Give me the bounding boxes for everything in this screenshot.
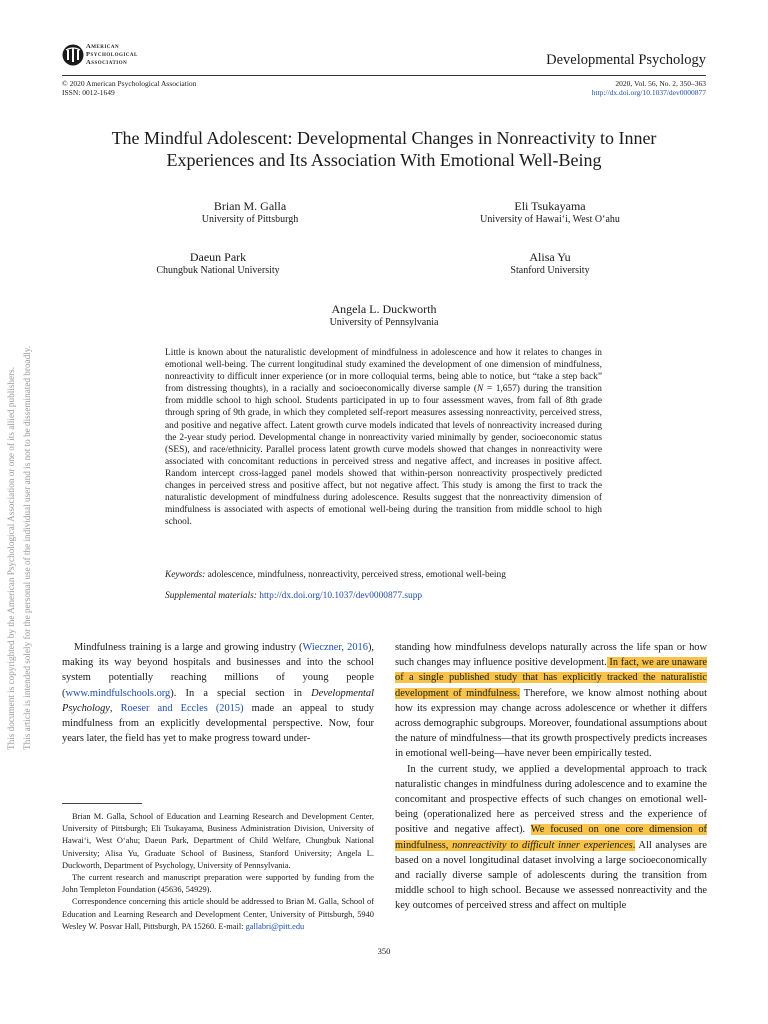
page-number: 350 [377,946,391,956]
abstract: Little is known about the naturalistic development of mindfulness in adolescence and how it relates to changes in emotional well-being. The current longitudinal study examined the development of one dimension of mindfulness, nonreactivity to difficult inner experience (or in more colloquial terms, being able to notice, but “take a step back” from distressing thoughts), in a racially and socioeconomically diverse sample (N = 1,657) during the transition from middle school to high school. Students participated in up to four assessment waves, from fall of 8th grade through spring of 9th grade, in which they completed self-report measures assessing nonreactivity, perceived stress, and positive and negative affect. Latent growth curve models indicated that levels of nonreactivity increased during the 2-year study period. Developmental change in nonreactivity varied minimally by gender, socioeconomic status (SES), and race/ethnicity. Parallel process latent growth curve models showed that changes in nonreactivity were associated with concomitant reductions in perceived stress and negative affect, and increases in positive affect. Random intercept cross-lagged panel models showed that within-person nonreactivity prospectively predicted changes in perceived stress and positive affect, but not negative affect. This study is among the first to track the naturalistic development of mindfulness during adolescence. Results suggest that the nonreactivity dimension of mindfulness is associated with aspects of emotional well-being during the transition from middle school to high school. [165,348,602,528]
author-tsukayama [445,199,655,226]
citation-wieczner[interactable]: Wieczner, 2016 [302,642,368,653]
author-note [62,811,374,933]
citation-line: 2020, Vol. 56, No. 2, 350–363 [615,79,706,88]
author-affiliation: University of Pennsylvania [329,317,439,328]
author-affiliation: Stanford University [510,265,590,276]
apa-logo-icon [62,44,84,66]
author-name: Eli Tsukayama [514,199,586,213]
title-line-2: Experiences and Its Association With Emotional Well-Being [166,150,602,170]
copyright-line: © 2020 American Psychological Association [62,79,197,88]
email-link[interactable]: gallabri@pitt.edu [245,921,305,931]
citation-info [592,79,706,97]
article-title [40,127,728,171]
supplemental-link[interactable]: http://dx.doi.org/10.1037/dev0000877.supp [259,591,423,601]
author-affiliation: University of Pittsburgh [201,214,299,225]
keywords: Keywords: adolescence, mindfulness, nonreactivity, perceived stress, emotional well-being [165,570,506,580]
publisher-name: American Psychological Association [86,43,138,66]
author-note-correspondence: Correspondence concerning this article should be addressed to Brian M. Galla, School of Education and Learning Research and Development Center, University of Pittsburgh, 5940 Wesley W. Posvar Hall, Pittsburgh, PA 15260. E-mail: gallabri@pitt.edu [62,897,374,931]
apa-logo [62,42,172,72]
author-affiliation: University of Hawai‘i, West O‘ahu [480,214,620,225]
copyright-info [62,79,196,97]
author-name: Brian M. Galla [213,199,287,213]
author-note-funding: The current research and manuscript preparation were supported by funding from the John Templeton Foundation (45636, 54929). [62,873,374,895]
mindfulschools-link[interactable]: www.mindfulschools.org [65,687,171,699]
highlight-2: We focused on one core dimension of mindfulness, nonreactivity to difficult inner experiences. [395,824,707,851]
author-note-affiliations: Brian M. Galla, School of Education and Learning Research and Development Center, University of Pittsburgh; Eli Tsukayama, Business Administration Division, University of Hawai‘i, West O‘ahu; Daeun Park, Department of Child Welfare, Chungbuk National University; Alisa Yu, Graduate School of Business, Stanford University; Angela L. Duckworth, Department of Psychology, University of Pennsylvania. [62,812,374,870]
body-left-column: Mindfulness training is a large and growing industry (Wieczner, 2016), making its way beyond hospitals and businesses and into the school system potentially reaching millions of young people (www.mindfulschools.org). In a special section in Developmental Psychology, Roeser and Eccles (2015) made an appeal to study mindfulness from an explicitly developmental perspective. Now, four years later, the field has yet to make progress toward under- [62,642,374,745]
journal-name: Developmental Psychology [546,52,706,68]
side-notice-line-2: This article is intended solely for the personal use of the individual user and is not to be disseminated broadly. [22,345,32,750]
author-name: Alisa Yu [529,250,571,264]
title-line-1: The Mindful Adolescent: Developmental Changes in Nonreactivity to Inner [111,128,657,148]
side-copyright-notice [6,290,46,750]
footnote-rule [62,803,142,804]
header-rule [62,75,706,76]
author-park [113,250,323,277]
author-affiliation: Chungbuk National University [156,265,280,276]
author-name: Daeun Park [189,250,247,264]
highlight-1: In fact, we are unaware of a single published study that has explicitly tracked the naturalistic development of mindfulness. [395,657,707,699]
author-yu [445,250,655,277]
supplemental-materials: Supplemental materials: http://dx.doi.org/10.1037/dev0000877.supp [165,591,423,601]
body-right-column: standing how mindfulness develops naturally across the life span or how such changes may influence positive development. In fact, we are unaware of a single published study that has explicitly tracked the naturalistic development of mindfulness. Therefore, we know almost nothing about how its expression may change across adolescence or whether it differs across demographic subgroups. Moreover, foundational assumptions about the nature of mindfulness—that its growth prospectively predicts increases in emotional well-being—have never been empirically tested. In the current study, we applied a developmental approach to track naturalistic changes in mindfulness during adolescence and to examine the concomitant and prospective effects of such changes on emotional well-being (operationalized here as perceived stress and the experience of positive and negative affect). We focused on one core dimension of mindfulness, nonreactivity to difficult inner experiences. All analyses are based on a novel longitudinal dataset involving a large socioeconomically and racially diverse sample of adolescents during the transition from middle school to high school. Because we assessed nonreactivity and the key outcomes of perceived stress and affect on multiple [395,642,707,912]
citation-roeser-eccles[interactable]: Roeser and Eccles (2015) [120,702,244,714]
doi-link[interactable]: http://dx.doi.org/10.1037/dev0000877 [591,88,706,97]
author-galla [145,199,355,226]
issn-line: ISSN: 0012-1649 [62,88,115,97]
author-name: Angela L. Duckworth [331,302,437,316]
side-notice-line-1: This document is copyrighted by the American Psychological Association or one of its allied publishers. [6,367,16,750]
author-duckworth [279,302,489,329]
